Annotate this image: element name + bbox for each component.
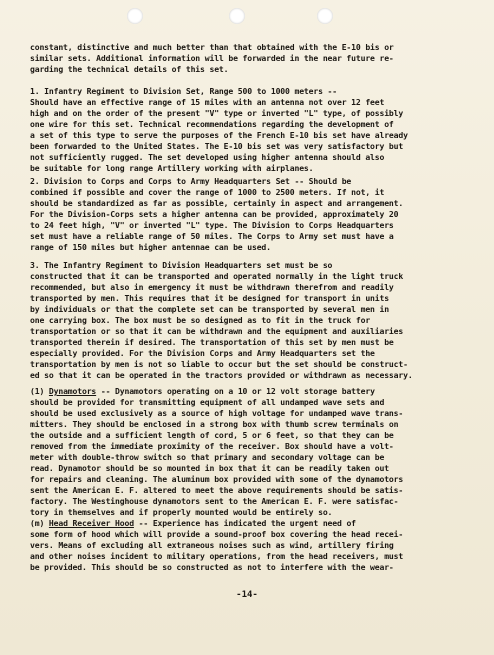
- text-line: transportation by men is not so liable to occur but the set should be construct-: [30, 359, 408, 369]
- text-line: the outside and a sufficient length of cord, 5 or 6 feet, so that they can be: [30, 430, 394, 440]
- text-line: similar sets. Additional information will be forwarded in the near future re-: [30, 53, 394, 63]
- text-line: should be standardized as far as possible, certainly in aspect and arrangement.: [30, 198, 404, 208]
- text-line: one carrying box. The box must be so designed as to fit in the truck for: [30, 315, 371, 325]
- paragraph-transport-requirements: [30, 260, 476, 381]
- text-line: a set of this type to serve the purposes of the French E-10 bis set have already: [30, 130, 408, 140]
- text-line: constructed that it can be transported and operated normally in the light truck: [30, 271, 404, 281]
- paragraph-infantry-regiment-set: [30, 86, 476, 174]
- text-line: transported by men. This requires that it be designed for transport in units: [30, 293, 389, 303]
- text-line: 2. Division to Corps and Corps to Army Headquarters Set -- Should be: [30, 176, 352, 186]
- text-line: especially provided. For the Division Corps and Army Headquarters set the: [30, 348, 375, 358]
- text-line: one wire for this set. Technical recommendations regarding the development of: [30, 119, 394, 129]
- text-line: range of 150 miles but higher antennae can be used.: [30, 242, 271, 252]
- text-line: ed so that it can be operated in the tractors provided or withdrawn as necessary.: [30, 370, 413, 380]
- text-line: recommended, but also in emergency it must be withdrawn therefrom and readily: [30, 282, 394, 292]
- punch-hole: [317, 8, 333, 24]
- text-line: sent the American E. F. altered to meet the above requirements should be satis-: [30, 485, 404, 495]
- text-line: and other noises incident to military operations, from the head receivers, must: [30, 551, 404, 561]
- text-line: for repairs and cleaning. The aluminum box provided with some of the dynamotors: [30, 474, 404, 484]
- paragraph-head-receiver-hood: [30, 518, 476, 573]
- paragraph-continuation: [30, 42, 476, 75]
- text-line: be provided. This should be so constructed as not to interfere with the wear-: [30, 562, 394, 572]
- text-line: transportation or so that it can be withdrawn and the equipment and auxiliaries: [30, 326, 404, 336]
- text-line: high and on the order of the present "V" type or inverted "L" type, of possibly: [30, 108, 404, 118]
- punch-hole: [127, 8, 143, 24]
- text-line: (1) Dynamotors -- Dynamotors operating on a 10 or 12 volt storage battery: [30, 386, 375, 396]
- paragraph-division-corps-set: [30, 176, 476, 253]
- text-line: be suitable for long range Artillery working with airplanes.: [30, 163, 314, 173]
- text-line: vers. Means of excluding all extraneous noises such as wind, artillery firing: [30, 540, 394, 550]
- text-line: mitters. They should be enclosed in a strong box with thumb screw terminals on: [30, 419, 399, 429]
- underlined-heading: Dynamotors: [48, 386, 97, 396]
- text-line: set must have a reliable range of 50 miles. The Corps to Army set must have a: [30, 231, 394, 241]
- underlined-heading: Head Receiver Hood: [48, 518, 134, 528]
- text-line: some form of hood which will provide a sound-proof box covering the head recei-: [30, 529, 404, 539]
- text-line: been forwarded to the United States. The E-10 bis set was very satisfactory but: [30, 141, 404, 151]
- text-line: should be provided for transmitting equipment of all undamped wave sets and: [30, 397, 385, 407]
- text-line-heading: [30, 386, 476, 397]
- text-line: Should have an effective range of 15 miles with an antenna not over 12 feet: [30, 97, 385, 107]
- text-line: 1. Infantry Regiment to Division Set, Range 500 to 1000 meters --: [30, 86, 337, 96]
- punch-hole: [229, 8, 245, 24]
- text-line: constant, distinctive and much better than that obtained with the E-10 bis or: [30, 42, 394, 52]
- text-line: not sufficiently rugged. The set developed using higher antenna should also: [30, 152, 385, 162]
- text-line: combined if possible and cover the range of 1000 to 2500 meters. If not, it: [30, 187, 385, 197]
- text-line: removed from the immediate proximity of the receiver. Box should have a volt-: [30, 441, 394, 451]
- paragraph-dynamotors: [30, 386, 476, 518]
- text-line: 3. The Infantry Regiment to Division Headquarters set must be so: [30, 260, 333, 270]
- text-line: meter with double-throw switch so that primary and secondary voltage can be: [30, 452, 385, 462]
- text-line: For the Division-Corps sets a higher antenna can be provided, approximately 20: [30, 209, 399, 219]
- text-line: transported therein if desired. The transportation of this set by men must be: [30, 337, 394, 347]
- text-line: read. Dynamotor should be so mounted in box that it can be readily taken out: [30, 463, 389, 473]
- text-line: garding the technical details of this set.: [30, 64, 229, 74]
- text-line: should be used exclusively as a source of high voltage for undamped wave trans-: [30, 408, 404, 418]
- text-line: factory. The Westinghouse dynamotors sent to the American E. F. were satisfac-: [30, 496, 399, 506]
- text-line: by individuals or that the complete set can be transported by several men in: [30, 304, 389, 314]
- text-line: tory in themselves and if properly mounted would be entirely so.: [30, 507, 333, 517]
- page-number: -14-: [236, 590, 258, 600]
- text-line: (m) Head Receiver Hood -- Experience has indicated the urgent need of: [30, 518, 356, 528]
- text-line: to 24 feet high, "V" or inverted "L" type. The Division to Corps Headquarters: [30, 220, 394, 230]
- text-line-heading: [30, 518, 476, 529]
